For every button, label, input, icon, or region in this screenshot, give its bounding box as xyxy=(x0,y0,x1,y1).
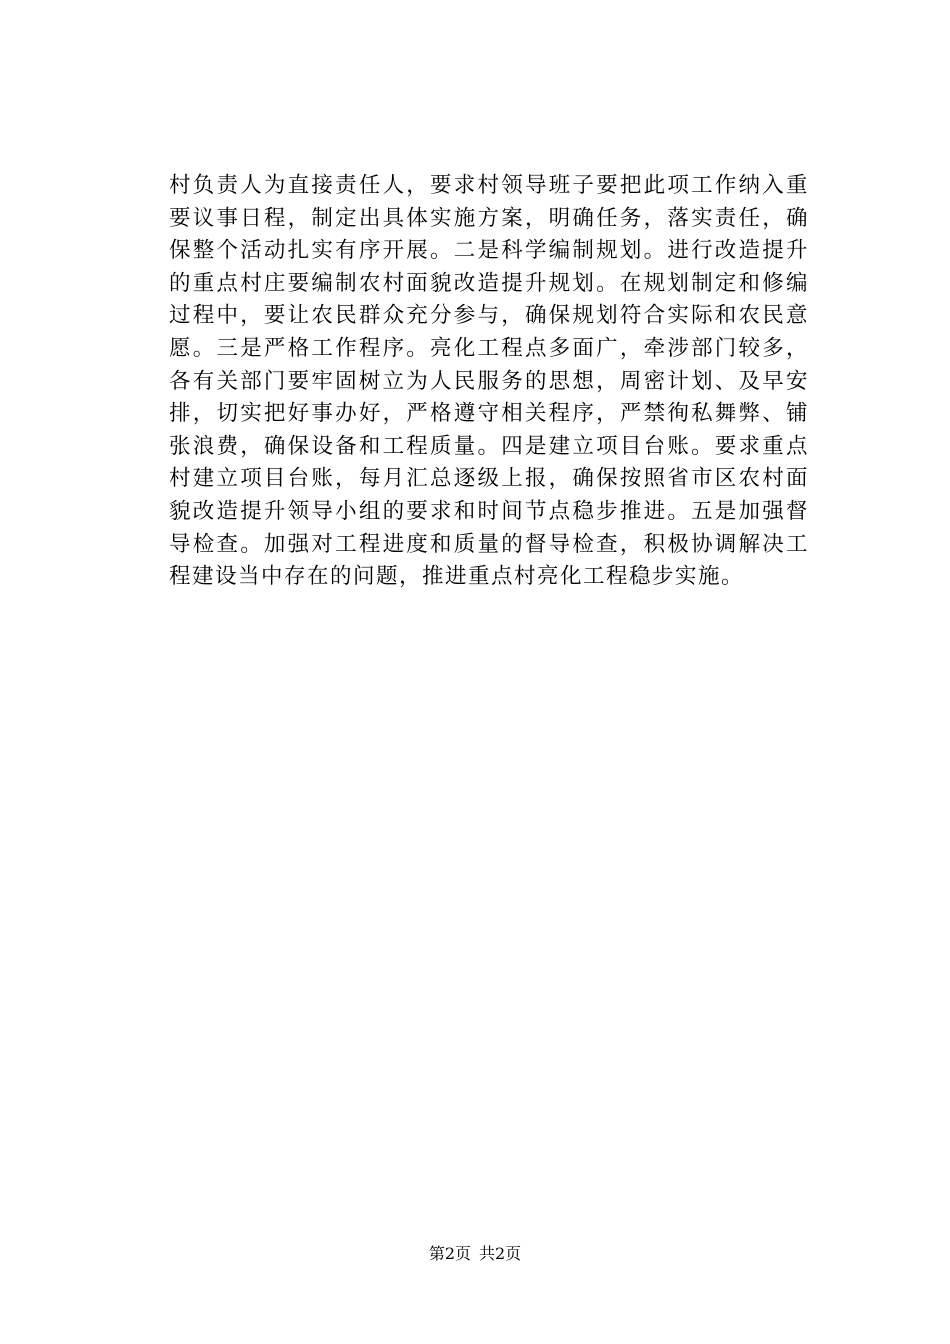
text-line: 导检查。加强对工程进度和质量的督导检查，积极协调解决工 xyxy=(169,531,809,557)
text-line: 村负责人为直接责任人，要求村领导班子要把此项工作纳入重 xyxy=(169,173,809,198)
text-line: 村建立项目台账，每月汇总逐级上报，确保按照省市区农村面 xyxy=(169,466,809,492)
body-paragraph xyxy=(169,170,809,594)
text-line: 保整个活动扎实有序开展。二是科学编制规划。进行改造提升 xyxy=(169,238,809,264)
page-footer xyxy=(0,1244,950,1264)
text-line: 过程中，要让农民群众充分参与，确保规划符合实际和农民意 xyxy=(169,303,809,329)
text-line: 排，切实把好事办好，严格遵守相关程序，严禁徇私舞弊、铺 xyxy=(169,401,809,427)
text-line: 各有关部门要牢固树立为人民服务的思想，周密计划、及早安 xyxy=(169,368,809,394)
total-pages: 共2页 xyxy=(479,1244,522,1263)
text-line: 要议事日程，制定出具体实施方案，明确任务，落实责任，确 xyxy=(169,205,809,231)
text-line: 貌改造提升领导小组的要求和时间节点稳步推进。五是加强督 xyxy=(169,498,809,524)
text-line: 愿。三是严格工作程序。亮化工程点多面广，牵涉部门较多， xyxy=(169,335,809,361)
page-number: 第2页 xyxy=(428,1244,471,1263)
text-line: 的重点村庄要编制农村面貌改造提升规划。在规划制定和修编 xyxy=(169,270,809,296)
text-line: 张浪费，确保设备和工程质量。四是建立项目台账。要求重点 xyxy=(169,433,809,459)
text-line: 程建设当中存在的问题，推进重点村亮化工程稳步实施。 xyxy=(169,564,745,590)
